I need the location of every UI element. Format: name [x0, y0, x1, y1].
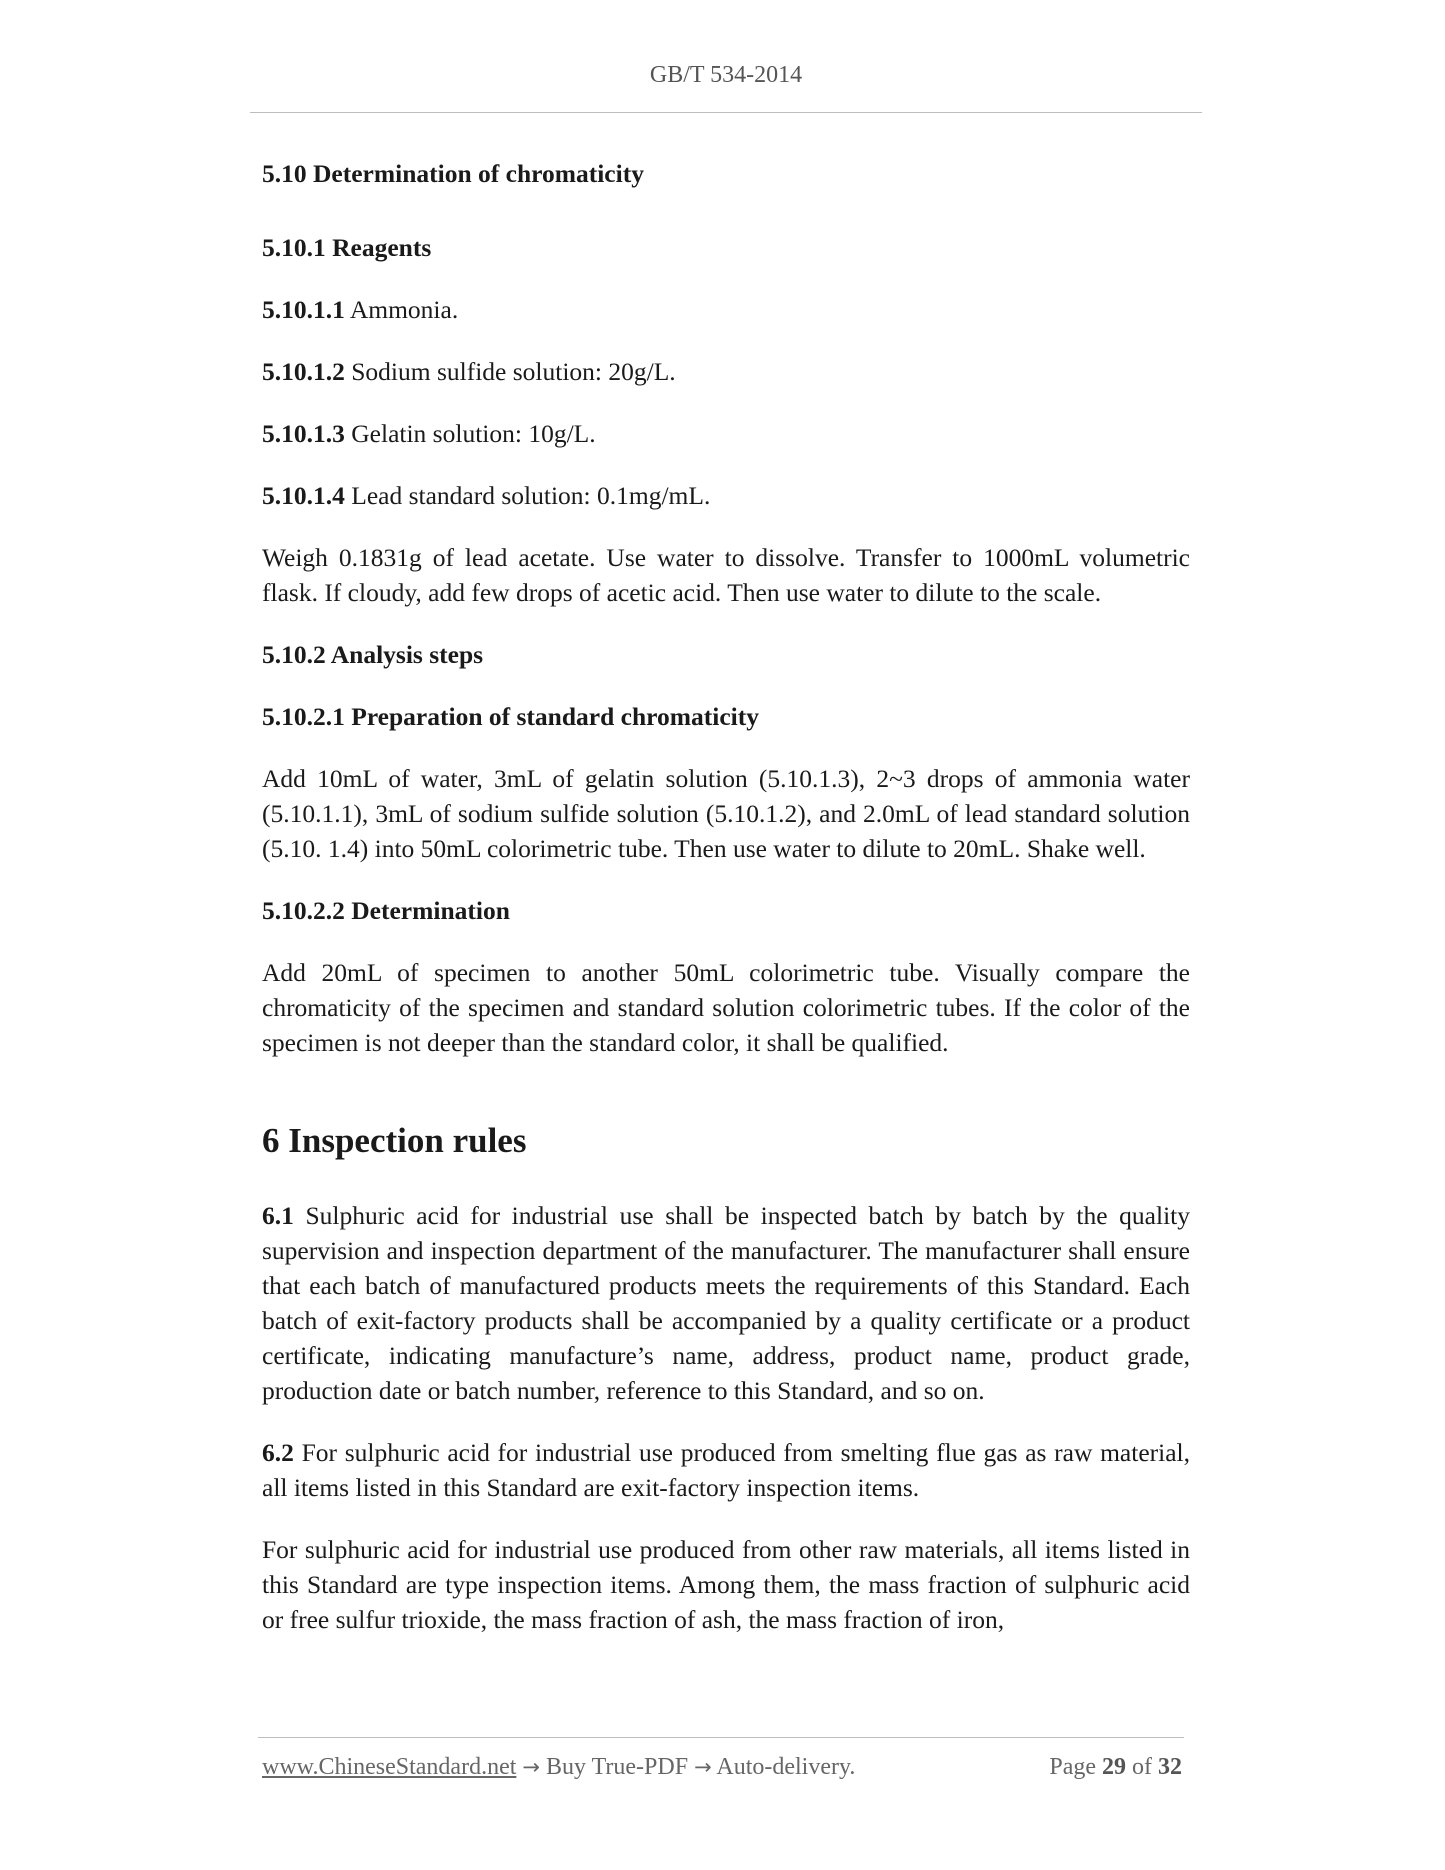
heading-6: 6 Inspection rules — [262, 1121, 527, 1160]
heading-5-10-2-1: 5.10.2.1 Preparation of standard chromaticity — [262, 702, 759, 731]
clause-number: 6.1 — [262, 1201, 294, 1230]
page-label: Page — [1049, 1754, 1096, 1780]
clause-text: For sulphuric acid for industrial use produced from smelting flue gas as raw material, all items listed in this Standard are exit-factory inspection items. — [262, 1438, 1190, 1502]
arrow-right-icon: → — [522, 1755, 540, 1779]
clause-number: 5.10.1.2 — [262, 357, 345, 386]
footer-divider — [258, 1737, 1184, 1738]
heading-5-10-2: 5.10.2 Analysis steps — [262, 640, 484, 669]
clause-5-10-1-2 — [262, 354, 1190, 389]
clause-number: 6.2 — [262, 1438, 294, 1467]
page-header — [250, 62, 1202, 89]
clause-text: Gelatin solution: 10g/L. — [351, 419, 596, 448]
document-body — [262, 156, 1190, 1664]
of-label: of — [1132, 1754, 1152, 1780]
heading-5-10-2-2: 5.10.2.2 Determination — [262, 896, 510, 925]
clause-5-10-1-4 — [262, 478, 1190, 513]
auto-delivery-text: Auto-delivery. — [716, 1754, 856, 1780]
clause-6-2 — [262, 1435, 1190, 1505]
paragraph-other-materials: For sulphuric acid for industrial use produced from other raw materials, all items listed in this Standard are type inspection items. Among them, the mass fraction of sulphuric acid or free sulfur trioxide, the mass fraction of ash, the mass fraction of iron, — [262, 1535, 1190, 1634]
clause-5-10-1-3 — [262, 416, 1190, 451]
clause-6-1 — [262, 1198, 1190, 1408]
page-indicator — [1049, 1754, 1182, 1781]
clause-number: 5.10.1.3 — [262, 419, 345, 448]
buy-pdf-text: Buy True-PDF — [546, 1754, 689, 1780]
clause-text: Lead standard solution: 0.1mg/mL. — [351, 481, 711, 510]
heading-5-10: 5.10 Determination of chromaticity — [262, 159, 644, 188]
page-footer — [262, 1754, 1182, 1781]
clause-text: Ammonia. — [349, 295, 459, 324]
clause-text: Sodium sulfide solution: 20g/L. — [351, 357, 676, 386]
clause-number: 5.10.1.4 — [262, 481, 345, 510]
heading-5-10-1: 5.10.1 Reagents — [262, 233, 432, 262]
page-total: 32 — [1158, 1754, 1182, 1780]
paragraph-determination: Add 20mL of specimen to another 50mL colorimetric tube. Visually compare the chromaticity of the specimen and standard solution colorimetric tubes. If the color of the specimen is not deeper than the standard color, it shall be qualified. — [262, 958, 1190, 1057]
paragraph-weigh: Weigh 0.1831g of lead acetate. Use water to dissolve. Transfer to 1000mL volumetric flask. If cloudy, add few drops of acetic acid. Then use water to dilute to the scale. — [262, 543, 1190, 607]
paragraph-preparation: Add 10mL of water, 3mL of gelatin solution (5.10.1.3), 2~3 drops of ammonia water (5.10.1.1), 3mL of sodium sulfide solution (5.10.1.2), and 2.0mL of lead standard solution (5.10. 1.4) into 50mL colorimetric tube. Then use water to dilute to 20mL. Shake well. — [262, 764, 1190, 863]
arrow-right-icon: → — [694, 1755, 712, 1779]
clause-text: Sulphuric acid for industrial use shall be inspected batch by batch by the quality supervision and inspection department of the manufacturer. The manufacturer shall ensure that each batch of manufactured products meets the requirements of this Standard. Each batch of exit-factory products shall be accompanied by a quality certificate or a product certificate, indicating manufacture’s name, address, product name, product grade, production date or batch number, reference to this Standard, and so on. — [262, 1201, 1191, 1405]
site-link[interactable]: www.ChineseStandard.net — [262, 1754, 517, 1780]
clause-5-10-1-1 — [262, 292, 1190, 327]
doc-code: GB/T 534-2014 — [649, 62, 803, 88]
page-number: 29 — [1102, 1754, 1126, 1780]
header-divider — [250, 112, 1202, 113]
clause-number: 5.10.1.1 — [262, 295, 345, 324]
